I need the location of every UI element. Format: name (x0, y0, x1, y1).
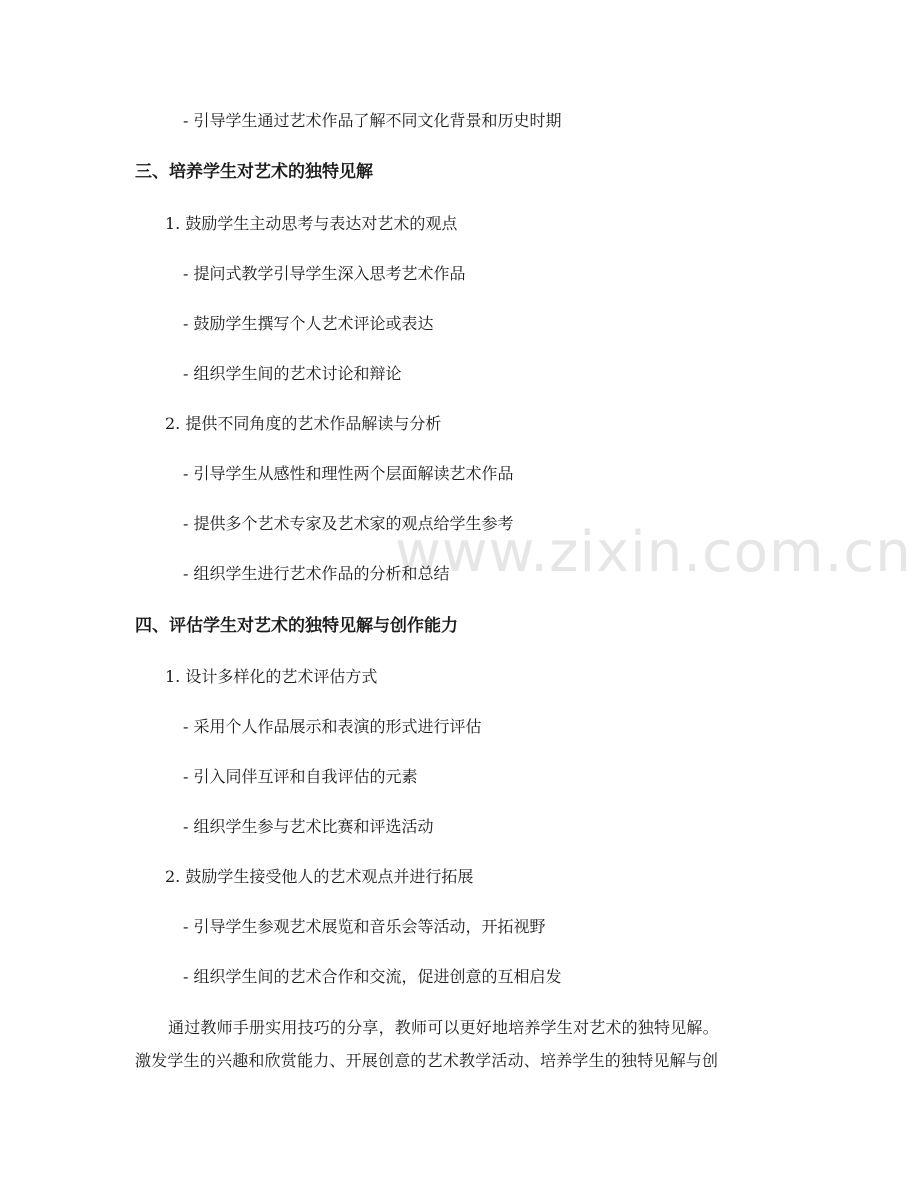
bullet-4-1-a: - 采用个人作品展示和表演的形式进行评估 (183, 717, 482, 736)
bullet-culture-history: - 引导学生通过艺术作品了解不同文化背景和历史时期 (183, 111, 562, 130)
bullet-3-1-a: - 提问式教学引导学生深入思考艺术作品 (183, 264, 466, 283)
section-heading-4: 四、评估学生对艺术的独特见解与创作能力 (135, 616, 458, 636)
item-4-1: 1. 设计多样化的艺术评估方式 (165, 667, 378, 686)
bullet-4-2-a: - 引导学生参观艺术展览和音乐会等活动，开拓视野 (183, 917, 546, 936)
closing-paragraph-line-1: 通过教师手册实用技巧的分享，教师可以更好地培养学生对艺术的独特见解。 (168, 1018, 719, 1037)
section-heading-3: 三、培养学生对艺术的独特见解 (135, 162, 373, 182)
bullet-3-1-b: - 鼓励学生撰写个人艺术评论或表达 (183, 314, 434, 333)
closing-paragraph-line-2: 激发学生的兴趣和欣赏能力、开展创意的艺术教学活动、培养学生的独特见解与创 (135, 1051, 719, 1070)
watermark: www.zixin.com.cn (395, 520, 912, 585)
bullet-3-2-c: - 组织学生进行艺术作品的分析和总结 (183, 564, 450, 583)
item-3-1: 1. 鼓励学生主动思考与表达对艺术的观点 (165, 214, 458, 233)
bullet-3-2-b: - 提供多个艺术专家及艺术家的观点给学生参考 (183, 514, 514, 533)
bullet-4-2-b: - 组织学生间的艺术合作和交流，促进创意的互相启发 (183, 967, 562, 986)
item-3-2: 2. 提供不同角度的艺术作品解读与分析 (165, 414, 442, 433)
bullet-3-1-c: - 组织学生间的艺术讨论和辩论 (183, 364, 402, 383)
bullet-4-1-b: - 引入同伴互评和自我评估的元素 (183, 767, 418, 786)
item-4-2: 2. 鼓励学生接受他人的艺术观点并进行拓展 (165, 867, 474, 886)
bullet-3-2-a: - 引导学生从感性和理性两个层面解读艺术作品 (183, 464, 514, 483)
bullet-4-1-c: - 组织学生参与艺术比赛和评选活动 (183, 817, 434, 836)
